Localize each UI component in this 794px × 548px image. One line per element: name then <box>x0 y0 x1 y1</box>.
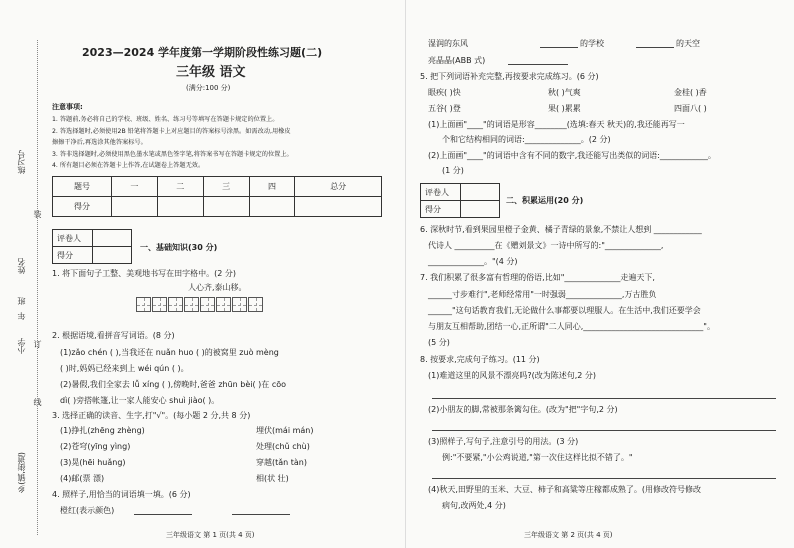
q3-item-1: (1)挣扎(zhēng zhèng) <box>60 426 145 435</box>
tian-cell[interactable] <box>152 297 167 312</box>
note-2: 2. 答选择题时,必须使用2B 铅笔将答题卡上对应题目的答案标号涂黑。如需改动,用橡皮 <box>52 127 291 135</box>
q3-item-8: 相(状 壮) <box>256 474 289 483</box>
score-header-3: 三 <box>203 177 249 197</box>
q8-sub-2: (2)小朋友的脚,常被那条篱勾住。(改为"把"字句,2 分) <box>428 405 618 414</box>
question-7-line-1: 7. 我们积累了很多富有哲理的俗语,比如"______________走遍天下, <box>420 273 655 282</box>
score-cell <box>203 197 249 217</box>
q5-word-6: 四面八( ) <box>674 104 707 113</box>
grader-score-cell <box>93 247 132 264</box>
tian-cell[interactable] <box>136 297 151 312</box>
q4-line-2-c: 的天空 <box>676 39 700 48</box>
grader-box-1 <box>52 229 132 264</box>
question-7-line-4: 与朋友互相帮助,团结一心,正所谓"二人同心,______________________________"。 <box>428 322 715 331</box>
binding-strip <box>10 0 46 548</box>
tian-cell[interactable] <box>216 297 231 312</box>
q5-sub-1-line-2: 个和它结构相同的词语:______________。(2 分) <box>442 135 611 144</box>
question-6-line-1: 6. 深秋时节,看到果园里橙子金黄、橘子青绿的景象,不禁让人想到 ____________ <box>420 225 702 234</box>
question-2-line-4: dì( )旁搭帐篷,让一家人能安心 shuì jiào( )。 <box>60 396 220 405</box>
q5-word-1: 眼疾( )快 <box>428 88 461 97</box>
q5-word-5: 果( )累累 <box>548 104 581 113</box>
score-cell <box>249 197 295 217</box>
q8-sub-4-line-1: (4)秋天,田野里的玉米、大豆、柿子和高粱等庄稼都成熟了。(用修改符号修改 <box>428 485 701 494</box>
grader-score-label: 得分 <box>421 201 461 218</box>
answer-line[interactable] <box>636 47 674 48</box>
q5-sub-1-line-1: (1)上面画"____"的词语是形容________(选填:春天 秋天)的,我还能再写一 <box>428 120 685 129</box>
q5-word-4: 五谷( )登 <box>428 104 461 113</box>
q5-sub-2-line-2: (1 分) <box>442 166 464 175</box>
seal-char-3: 线 <box>33 398 42 406</box>
question-4-line-1: 橙红(表示颜色) <box>60 506 115 515</box>
question-3: 3. 选择正确的读音、生字,打"√"。(每小题 2 分,共 8 分) <box>52 411 251 420</box>
answer-line[interactable] <box>134 514 192 515</box>
score-header-1: 一 <box>112 177 158 197</box>
note-5: 4. 所有题目必须在答题卡上作答,在试题卷上答题无效。 <box>52 162 205 169</box>
score-header-4: 四 <box>249 177 295 197</box>
score-cell <box>157 197 203 217</box>
question-2: 2. 根据语境,看拼音写词语。(8 分) <box>52 331 175 340</box>
tian-cell[interactable] <box>200 297 215 312</box>
q4-line-3: 亮晶晶(ABB 式) <box>428 56 486 65</box>
answer-line[interactable] <box>432 430 776 431</box>
question-7-line-3: ______"这句话教育我们,无论做什么事都要以理服人。在生活中,我们还要学会 <box>428 306 701 315</box>
tian-cell[interactable] <box>232 297 247 312</box>
margin-practice-label: 练习号 <box>17 150 26 174</box>
q5-word-2: 秋( )气爽 <box>548 88 581 97</box>
q5-word-3: 金桂( )香 <box>674 88 707 97</box>
score-header-total: 总分 <box>295 177 382 197</box>
section-1-heading: 一、基础知识(30 分) <box>140 243 218 252</box>
tian-cell[interactable] <box>248 297 263 312</box>
page-right <box>405 0 794 548</box>
note-4: 3. 答非选择题时,必须使用黑色墨水笔或黑色签字笔,将答案书写在答题卡规定的位置上。 <box>52 150 293 158</box>
q3-item-3: (3)晃(hēi huǎng) <box>60 458 126 467</box>
answer-line[interactable] <box>432 478 776 479</box>
exam-subtitle: 三年级 语文 <box>176 65 246 80</box>
question-8: 8. 按要求,完成句子练习。(11 分) <box>420 355 540 364</box>
margin-school-label: 小学 <box>17 338 26 354</box>
q3-item-4: (4)邮(票 漂) <box>60 474 105 483</box>
notes-title: 注意事项: <box>52 103 83 111</box>
q4-line-2-b: 的学校 <box>580 39 604 48</box>
note-1: 1. 答题前,务必将自己的学校、班级、姓名、练习号等填写在答题卡规定的位置上。 <box>52 116 279 123</box>
score-header-2: 二 <box>157 177 203 197</box>
grader-score-label: 得分 <box>53 247 93 264</box>
question-2-line-2: ( )时,妈妈已经来到上 wéi qún ( )。 <box>60 364 189 373</box>
question-1-text: 人心齐,泰山移。 <box>188 283 247 292</box>
seal-char-2: 订 <box>33 340 42 348</box>
question-6-line-3: ______________。"(4 分) <box>428 257 518 266</box>
grader-reviewer-cell <box>93 230 132 247</box>
score-header-no: 题号 <box>53 177 112 197</box>
binding-dotted-line <box>37 40 38 535</box>
q3-item-7: 穿越(tǎn tàn) <box>256 458 308 467</box>
margin-grade-label: 年 <box>17 312 26 320</box>
q5-sub-2-line-1: (2)上面画"____"的词语中含有不同的数字,我还能写出类似的词语:____________。 <box>428 151 716 160</box>
question-7-line-5: (5 分) <box>428 338 450 347</box>
question-6-line-2: 代诗人 __________在《赠刘景文》一诗中所写的:"______________, <box>428 241 664 250</box>
grader-reviewer-label: 评卷人 <box>53 230 93 247</box>
grader-score-cell <box>461 201 500 218</box>
q3-item-5: 埋伏(mái mán) <box>256 426 314 435</box>
tian-cell[interactable] <box>184 297 199 312</box>
exam-title: 2023—2024 学年度第一学期阶段性练习题(二) <box>82 46 323 59</box>
full-score: (满分:100 分) <box>186 84 231 92</box>
answer-line[interactable] <box>540 47 578 48</box>
page-footer-right: 三年级语文 第 2 页(共 4 页) <box>524 531 613 539</box>
score-cell <box>295 197 382 217</box>
q3-item-6: 处理(chǔ chù) <box>256 442 310 451</box>
answer-line[interactable] <box>432 398 776 399</box>
q3-item-2: (2)苍穹(yīng yìng) <box>60 442 131 451</box>
question-5: 5. 把下列词语补充完整,再按要求完成练习。(6 分) <box>420 72 599 81</box>
score-row-label: 得分 <box>53 197 112 217</box>
question-7-line-2: ______寸步难行",老师经常用"一时强弱______________,万古胜负 <box>428 290 657 299</box>
q8-sub-4-line-2: 病句,改两处,4 分) <box>442 501 506 510</box>
question-1: 1. 将下面句子工整、美观地书写在田字格中。(2 分) <box>52 269 237 278</box>
notes-list <box>52 114 293 172</box>
score-table <box>52 176 382 217</box>
q8-sub-3: (3)照样子,写句子,注意引号的用法。(3 分) <box>428 437 579 446</box>
q8-sub-1: (1)难道这里的风景不漂亮吗?(改为陈述句,2 分) <box>428 371 596 380</box>
score-cell <box>112 197 158 217</box>
q8-sub-3-example: 例:"不要紧,"小公鸡说道,"第一次住这样比拟不错了。" <box>442 453 633 462</box>
margin-class-label: 班 <box>17 297 26 305</box>
answer-line[interactable] <box>508 64 568 65</box>
q4-line-2-a: 湿润的东风 <box>428 39 468 48</box>
question-2-line-3: (2)暑假,我们全家去 lǚ xíng ( ),傍晚时,爸爸 zhūn bèi( )在 cōo <box>60 380 287 389</box>
tian-cell[interactable] <box>168 297 183 312</box>
margin-name-label: 姓名 <box>17 258 26 274</box>
grader-reviewer-cell <box>461 184 500 201</box>
grader-box-2 <box>420 183 500 218</box>
section-2-heading: 二、积累运用(20 分) <box>506 196 584 205</box>
question-4: 4. 照样子,用恰当的词语填一填。(6 分) <box>52 490 191 499</box>
note-3: 擦擦干净后,再选涂其他答案标号。 <box>52 139 147 146</box>
seal-char-1: 装 <box>33 210 42 218</box>
question-2-line-1: (1)zǎo chén ( ),当我还在 nuǎn huo ( )的被窝里 zuò mèng <box>60 348 279 357</box>
page-footer-left: 三年级语文 第 1 页(共 4 页) <box>166 531 255 539</box>
grader-reviewer-label: 评卷人 <box>421 184 461 201</box>
margin-town-label: 乡(镇,街道) <box>17 452 26 493</box>
answer-line[interactable] <box>232 514 290 515</box>
